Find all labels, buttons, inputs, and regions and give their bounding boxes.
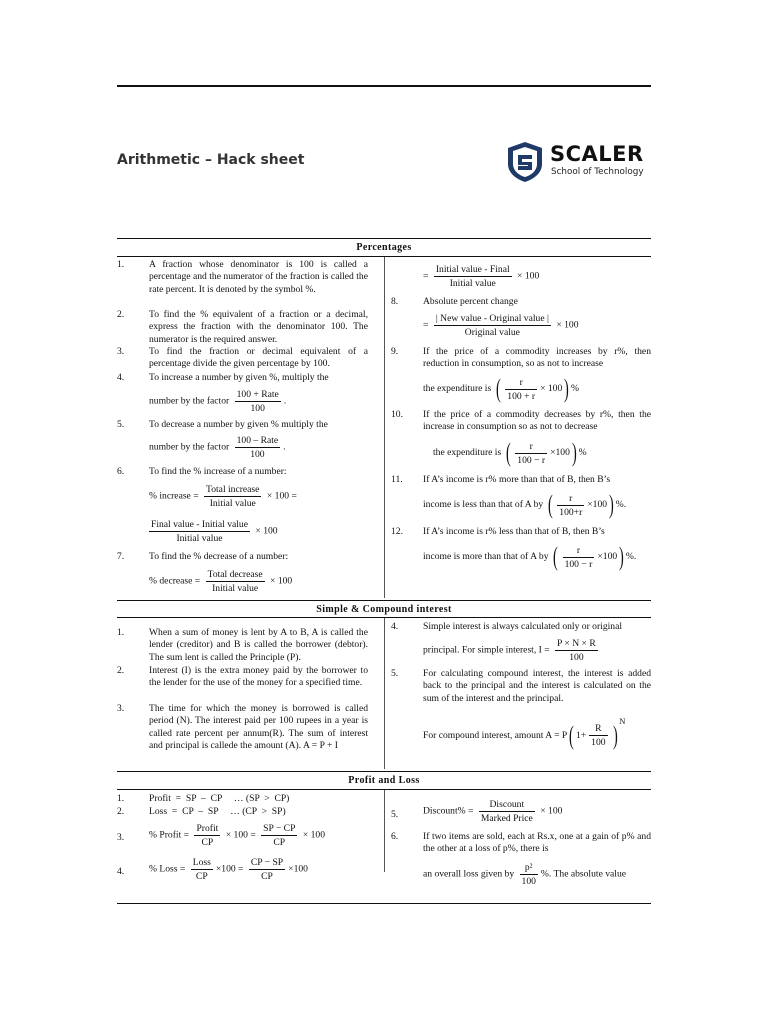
pct-9-formula — [423, 376, 651, 402]
pct-5-fraction — [235, 435, 281, 460]
pct-r0-fraction — [434, 264, 512, 289]
int-5-inner: 1+ — [575, 730, 587, 741]
pct-2-text: To find the % equivalent of a fraction or a decimal, express the fraction with the denominator 100. The numerator is the required answer. — [149, 309, 368, 345]
int-4-num: 4. — [391, 621, 399, 632]
pct-9-tail: % — [570, 383, 579, 395]
pct-10-rparen: ) — [571, 438, 577, 467]
pct-12-lparen: ( — [552, 542, 558, 571]
pl-5-fd: Marked Price — [480, 813, 533, 824]
pct-1-text: A fraction whose denominator is 100 is called a percentage and the numerator of the fraction is called the rate percent. It is denoted by the symbol %. — [149, 259, 368, 295]
pct-top-rule — [117, 238, 651, 239]
int-5-fd: 100 — [591, 737, 606, 749]
int-5-text: For calculating compound interest, the interest is added back to the principal and the interest is calculated on the sum of the interest and the principal. — [423, 668, 651, 704]
pct-10-mult: ×100 — [550, 447, 570, 459]
pct-11-fd: 100+r — [559, 506, 583, 518]
pct-4-num: 4. — [117, 372, 125, 383]
pct-9-fn: r — [505, 377, 537, 390]
pct-10-tail: % — [578, 447, 587, 459]
pl-4-fd2: CP — [261, 871, 273, 882]
pl-4-num: 4. — [117, 866, 125, 877]
pct-11-rparen: ) — [609, 490, 614, 519]
int-2-num: 2. — [117, 665, 125, 676]
pl-5-fraction — [479, 799, 535, 824]
pct-6-fn: Total increase — [206, 484, 260, 495]
pl-1-text: Profit = SP – CP … (SP > CP) — [149, 793, 290, 804]
pct-9-rparen: ) — [564, 374, 570, 403]
pl-3-lead: % Profit = — [149, 829, 190, 841]
scaler-shield-icon — [505, 140, 545, 184]
pct-7-formula — [149, 569, 374, 594]
pl-4-fraction-2 — [249, 857, 285, 882]
pct-8-lead: = — [423, 319, 429, 331]
pct-10-num: 10. — [391, 409, 403, 420]
pct-9-lparen: ( — [495, 374, 501, 403]
pl-5-formula — [423, 799, 651, 824]
pct-4-formula: number by the factor $\frac{\text{100 + Rate}}{100}$ . — [149, 389, 287, 414]
pct-7-lead: % decrease = — [149, 575, 201, 587]
pct-10-fraction — [515, 441, 547, 466]
pct-5-num: 5. — [117, 419, 125, 430]
pct-8-fd: Original value — [464, 327, 520, 338]
profit-divider — [384, 790, 385, 872]
pct-6-text: To find the % increase of a number: — [149, 466, 287, 477]
int-5-fn: R — [589, 723, 607, 736]
pct-11-num: 11. — [391, 474, 403, 485]
pct-6-fd: Initial value — [209, 498, 256, 509]
pl-6-lead: an overall loss given by — [423, 868, 515, 880]
pct-1-num: 1. — [117, 259, 125, 270]
pct-7-text: To find the % decrease of a number: — [149, 551, 289, 562]
pct-6-formula-2 — [149, 519, 374, 544]
pl-6-fraction — [520, 862, 538, 887]
interest-divider — [384, 618, 385, 769]
pl-3-formula — [149, 823, 374, 848]
pl-6-fn: p² — [520, 862, 538, 875]
pct-11-formula — [423, 492, 658, 518]
pl-3-fd2: CP — [273, 837, 286, 848]
pct-11-text: If A’s income is r% more than that of B, then B’s — [423, 474, 611, 485]
brand-tagline: School of Technology — [551, 167, 644, 177]
pct-12-lead: income is more than that of A by — [423, 551, 549, 563]
int-1-text: When a sum of money is lent by A to B, A is called the lender (creditor) and B is called the borrower (debtor). The sum lent is called the Principle (P). — [149, 627, 368, 663]
section-header-percentages: Percentages — [356, 242, 412, 253]
pl-4-fn: Loss — [192, 857, 211, 868]
pct-12-text: If A’s income is r% less than that of B, then B’s — [423, 526, 605, 537]
int-5-fraction — [589, 723, 607, 748]
pct-5-text: To decrease a number by given % multiply the — [149, 419, 328, 430]
int-5-exponent: N — [619, 716, 626, 726]
pct-5-formula: number by the factor $\frac{\text{100 – Rate}}{100}$ . — [149, 435, 286, 460]
bottom-rule — [117, 903, 651, 904]
pl-2-text: Loss = CP – SP … (CP > SP) — [149, 806, 286, 817]
pl-4-lead: % Loss = — [149, 863, 186, 875]
int-3-num: 3. — [117, 703, 125, 714]
pl-6-num: 6. — [391, 831, 399, 842]
pl-3-fn2: SP − CP — [263, 823, 296, 834]
int-5-formula — [423, 715, 658, 749]
pct-12-fd: 100 − r — [564, 558, 593, 570]
section-header-profit: Profit and Loss — [348, 775, 420, 786]
pct-divider — [384, 257, 385, 598]
pct-3-text: To find the fraction or decimal equivalent of a percentage divide the given percentage by 100. — [149, 346, 368, 370]
pct-9-mult: × 100 — [540, 383, 563, 395]
pct-10-lead: the expenditure is — [433, 447, 502, 459]
int-4-formula — [423, 638, 651, 663]
pct-8-text: Absolute percent change — [423, 296, 518, 307]
pct-6-fraction-2 — [149, 519, 250, 544]
pct-7-num: 7. — [117, 551, 125, 562]
pl-3-num: 3. — [117, 832, 125, 843]
pct-11-fn: r — [557, 493, 584, 506]
pct-6-fn2: Final value - Initial value — [151, 519, 248, 530]
pl-6-fd: 100 — [521, 876, 536, 887]
pl-5-fn: Discount — [479, 799, 535, 812]
pct-12-rparen: ) — [619, 542, 624, 571]
pct-6-mid: × 100 = — [266, 490, 297, 502]
pl-4-fd: CP — [195, 871, 208, 882]
pl-5-num: 5. — [391, 809, 399, 820]
pct-7-fn: Total decrease — [207, 569, 263, 580]
pct-10-text: If the price of a commodity decreases by r%, then the increase in consumption so as not to decrease — [423, 409, 651, 433]
pct-6-fd2: Initial value — [176, 533, 223, 544]
pct-r0-fn: Initial value - Final — [435, 264, 510, 275]
pct-11-mult: ×100 — [587, 499, 608, 511]
pct-6-fraction — [204, 484, 261, 509]
pct-4-fraction — [235, 389, 281, 414]
pct-6-tail: × 100 — [255, 525, 278, 537]
pl-5-lead: Discount% = — [423, 805, 474, 817]
section-header-interest: Simple & Compound interest — [316, 604, 452, 615]
pl-6-formula — [423, 862, 658, 887]
pct-7-fd: Initial value — [212, 583, 259, 594]
top-rule — [117, 85, 651, 87]
pct-9-num: 9. — [391, 346, 399, 357]
pl-2-num: 2. — [117, 806, 125, 817]
pct-12-formula — [423, 544, 658, 570]
pct-11-fraction — [557, 493, 584, 518]
pct-11-lead: income is less than that of A by — [423, 499, 544, 511]
pl-1-num: 1. — [117, 793, 125, 804]
brand-name: SCALER — [550, 142, 644, 166]
pct-10-lparen: ( — [505, 438, 511, 467]
pct-r0-formula — [423, 264, 651, 289]
pct-5-lead: number by the factor — [149, 441, 230, 453]
pct-r0-fd: Initial value — [449, 278, 496, 289]
pct-8-formula — [423, 313, 651, 338]
int-2-text: Interest (I) is the extra money paid by the borrower to the lender for the use of the money for a specified time. — [149, 665, 368, 689]
pct-5-fn: 100 – Rate — [236, 435, 279, 446]
pct-4-fd: 100 — [250, 403, 265, 414]
int-4-text: Simple interest is always calculated only or original — [423, 621, 623, 632]
pl-4-tail: ×100 — [288, 863, 308, 875]
pct-8-fraction — [434, 313, 551, 338]
pct-11-lparen: ( — [547, 490, 553, 519]
pl-3-mid: × 100 = — [225, 829, 256, 841]
int-5-lparen: ( — [569, 720, 574, 750]
pl-4-fraction — [191, 857, 213, 882]
pct-r0-tail: × 100 — [517, 270, 540, 282]
pct-7-tail: × 100 — [270, 575, 293, 587]
pct-8-tail: × 100 — [556, 319, 579, 331]
pct-6-num: 6. — [117, 466, 125, 477]
pct-4-text: To increase a number by given %, multiply the — [149, 372, 329, 383]
pct-4-lead: number by the factor — [149, 395, 230, 407]
pct-10-fn: r — [515, 441, 547, 454]
pct-r0-lead: = — [423, 270, 429, 282]
pct-8-fn: | New value - Original value | — [435, 313, 549, 324]
pct-9-fd: 100 + r — [507, 390, 536, 402]
pct-9-text: If the price of a commodity increases by r%, then reduction in consumption, so as not to increase — [423, 346, 651, 370]
int-5-num: 5. — [391, 668, 399, 679]
pct-6-formula — [149, 484, 374, 509]
pl-3-fraction-2 — [261, 823, 297, 848]
pct-10-fd: 100 − r — [517, 454, 546, 466]
scaler-logo — [505, 140, 653, 184]
int-4-fn: P × N × R — [557, 638, 596, 649]
int-4-fraction — [555, 638, 598, 663]
pct-12-num: 12. — [391, 526, 403, 537]
pl-6-tail: %. The absolute value — [540, 868, 626, 880]
page-title: Arithmetic – Hack sheet — [117, 152, 305, 168]
pl-6-text: If two items are sold, each at Rs.x, one at a gain of p% and the other at a loss of p%, there is — [423, 831, 651, 855]
pl-3-tail: × 100 — [302, 829, 326, 841]
int-5-lead: For compound interest, amount A = P — [423, 730, 568, 741]
pct-7-fraction — [206, 569, 265, 594]
pct-3-num: 3. — [117, 346, 125, 357]
pct-12-tail: %. — [625, 551, 637, 563]
pct-12-fn: r — [563, 545, 595, 558]
int-4-lead: principal. For simple interest, I = — [423, 644, 550, 656]
pct-4-fn: 100 + Rate — [236, 389, 279, 400]
int-5-rparen: ) — [612, 720, 618, 750]
int-4-fd: 100 — [569, 652, 584, 663]
pct-11-tail: %. — [615, 499, 627, 511]
pct-12-mult: ×100 — [597, 551, 618, 563]
pl-4-formula — [149, 857, 374, 882]
pct-5-fd: 100 — [250, 449, 265, 460]
pl-3-fraction — [194, 823, 220, 848]
pl-4-mid: ×100 = — [215, 863, 244, 875]
interest-top-rule — [117, 600, 651, 601]
pl-4-fn2: CP − SP — [250, 857, 284, 868]
pct-9-lead: the expenditure is — [423, 383, 492, 395]
pct-12-fraction — [563, 545, 595, 570]
int-3-text: The time for which the money is borrowed is called period (N). The interest paid per 100 rupees in a year is called rate percent per annum(R). The sum of interest and principal is callede the amount (A). A = P + I — [149, 703, 368, 752]
pl-3-fn: Profit — [196, 823, 219, 834]
profit-top-rule — [117, 771, 651, 772]
pct-9-fraction — [505, 377, 537, 402]
pct-10-formula — [433, 440, 651, 466]
pct-6-lead: % increase = — [149, 490, 199, 502]
pl-5-tail: × 100 — [540, 805, 563, 817]
int-1-num: 1. — [117, 627, 125, 638]
pct-8-num: 8. — [391, 296, 399, 307]
pl-3-fd: CP — [201, 837, 214, 848]
pct-2-num: 2. — [117, 309, 125, 320]
